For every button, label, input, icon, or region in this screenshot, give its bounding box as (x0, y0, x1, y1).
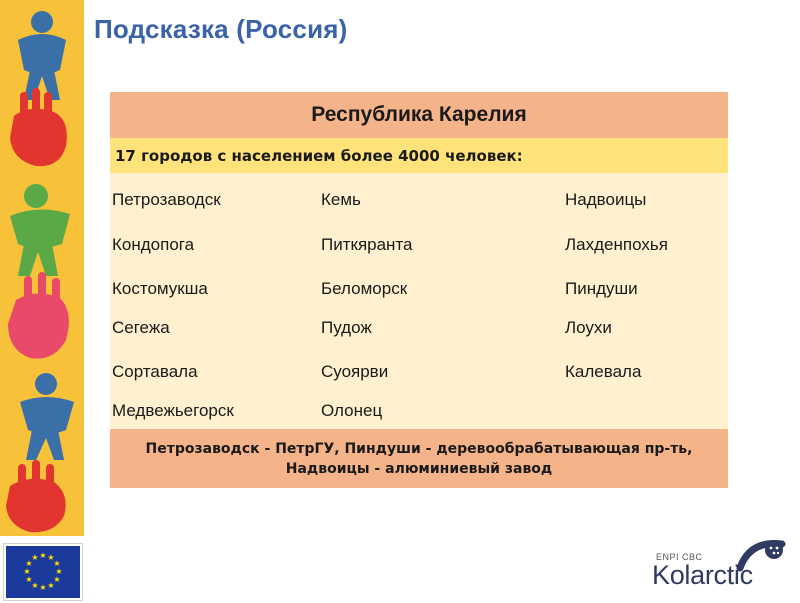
eu-flag-icon (4, 544, 82, 600)
svg-text:★: ★ (23, 567, 31, 576)
svg-text:★: ★ (31, 581, 39, 590)
city-cell: Суоярви (321, 362, 389, 381)
table-row (110, 279, 728, 315)
table-footnote (110, 429, 728, 488)
city-cell: Пиндуши (565, 279, 638, 298)
svg-text:★: ★ (25, 559, 33, 568)
city-cell: Костомукша (112, 279, 208, 298)
cities-table (110, 92, 728, 488)
kolarctic-wordmark: Kolarctic (652, 560, 753, 590)
enpi-cbc-label: ENPI CBC (656, 552, 703, 562)
city-cell: Беломорск (321, 279, 408, 298)
footnote-line-1: Петрозаводск - ПетрГУ, Пиндуши - деревообрабатывающая пр-ть, (145, 440, 693, 457)
table-header: Республика Карелия (110, 92, 728, 138)
city-cell: Пудож (321, 318, 372, 337)
svg-text:★: ★ (39, 583, 47, 592)
svg-text:★: ★ (47, 581, 55, 590)
svg-text:★: ★ (47, 553, 55, 562)
decorative-strip (0, 0, 84, 536)
city-cell: Медвежьегорск (112, 401, 234, 420)
city-cell: Олонец (321, 401, 383, 420)
city-cell: Лоухи (565, 318, 612, 337)
svg-text:★: ★ (31, 553, 39, 562)
cities-list (110, 173, 728, 429)
footnote-line-2: Надвоицы - алюминиевый завод (285, 460, 553, 477)
slide-title: Подсказка (Россия) (94, 14, 348, 44)
eu-stars-icon (6, 546, 80, 598)
svg-text:★: ★ (53, 575, 61, 584)
table-row (110, 235, 728, 271)
table-row (110, 190, 728, 226)
table-row (110, 318, 728, 354)
city-cell: Надвоицы (565, 190, 647, 209)
city-cell: Лахденпохья (565, 235, 668, 254)
svg-text:★: ★ (39, 551, 47, 560)
table-row (110, 362, 728, 398)
city-cell: Питкяранта (321, 235, 413, 254)
city-cell: Петрозаводск (112, 190, 221, 209)
city-cell: Сегежа (112, 318, 170, 337)
city-cell: Сортавала (112, 362, 198, 381)
city-cell: Кемь (321, 190, 361, 209)
table-subheader: 17 городов с населением более 4000 человек: (110, 138, 728, 173)
city-cell: Кондопога (112, 235, 195, 254)
svg-text:★: ★ (53, 559, 61, 568)
handprints-decoration-icon (0, 0, 84, 536)
svg-text:★: ★ (25, 575, 33, 584)
city-cell: Калевала (565, 362, 642, 381)
svg-text:★: ★ (55, 567, 63, 576)
